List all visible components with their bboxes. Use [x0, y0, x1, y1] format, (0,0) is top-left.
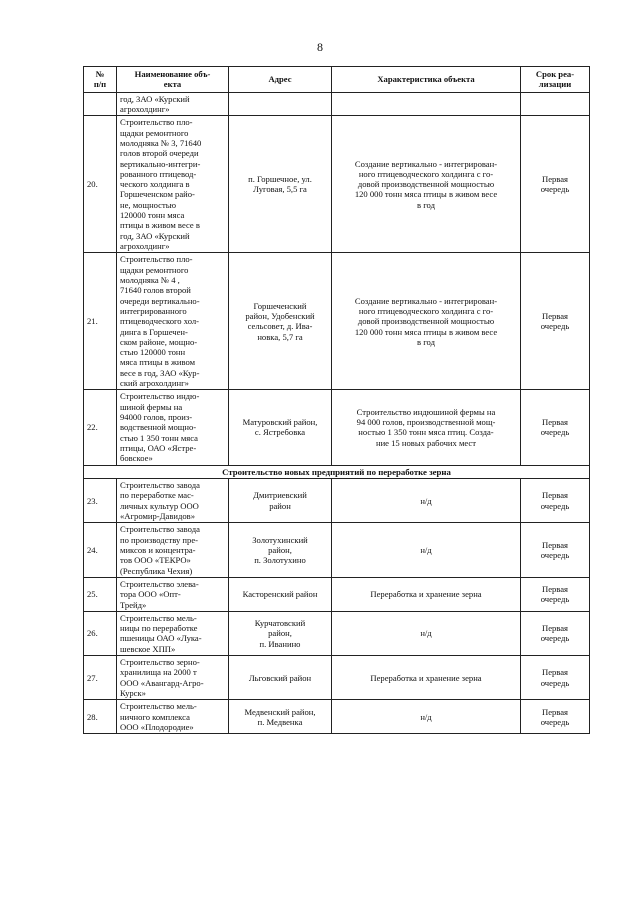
- text-line: Горшеченском райо-: [120, 189, 195, 200]
- text-line: 120000 тонн мяса: [120, 210, 185, 221]
- text-line: район,: [268, 544, 292, 555]
- text-line: очередь: [540, 677, 570, 688]
- text-line: н/д: [420, 628, 432, 639]
- cell-num: 26.: [84, 611, 117, 655]
- text-line: Курск»: [120, 688, 146, 699]
- text-line: ние 15 новых рабочих мест: [375, 437, 477, 448]
- text-line: очередь: [540, 500, 570, 511]
- text-line: Льговский район: [248, 672, 312, 683]
- text-line: Горшеченский: [253, 300, 307, 311]
- cell-num: 28.: [84, 700, 117, 734]
- cell-term: [521, 390, 590, 465]
- text-line: н/д: [420, 711, 432, 722]
- cell-characteristic: [332, 577, 521, 611]
- text-line: Строительство завода: [120, 524, 200, 535]
- cell-name: [117, 479, 229, 523]
- table-row: [84, 253, 590, 390]
- text-line: очередь: [540, 321, 570, 332]
- cell-num: 22.: [84, 390, 117, 465]
- cell-characteristic: [332, 611, 521, 655]
- section-header-body: [84, 465, 590, 479]
- text-line: район: [269, 500, 291, 511]
- cell-term: [521, 577, 590, 611]
- cell-address: [229, 116, 332, 253]
- cell-num: 27.: [84, 656, 117, 700]
- cell-characteristic: [332, 700, 521, 734]
- text-line: Строительство элева-: [120, 578, 199, 589]
- text-line: Строительство пло-: [120, 254, 193, 265]
- text-line: ного птицеводческого холдинга с го-: [358, 168, 494, 179]
- text-line: Трейд»: [120, 599, 147, 610]
- text-line: Строительство пло-: [120, 117, 193, 128]
- text-line: (Республика Чехия): [120, 565, 193, 576]
- text-line: ничного комплекса: [120, 711, 190, 722]
- cell-characteristic: [332, 253, 521, 390]
- text-line: 94000 голов, произ-: [120, 412, 193, 422]
- text-line: не, мощностью: [120, 199, 177, 210]
- text-line: Матуровский район,: [242, 417, 318, 428]
- table-row: [84, 656, 590, 700]
- text-line: н/д: [420, 544, 432, 555]
- text-line: ческого холдинга в: [120, 179, 190, 190]
- text-line: голов второй очереди: [120, 148, 199, 159]
- cell-name: [117, 92, 229, 116]
- text-line: 71640 голов второй: [120, 285, 191, 296]
- text-line: хранилища на 2000 т: [120, 667, 197, 678]
- text-line: птицы в живом весе в: [120, 220, 200, 231]
- text-line: новка, 5,7 га: [257, 331, 303, 342]
- text-line: район, Удобенский: [245, 311, 315, 322]
- text-line: агрохолдинг»: [120, 241, 170, 251]
- text-line: шиной фермы на: [120, 401, 183, 412]
- text-line: Курчатовский: [254, 618, 306, 629]
- table-row: [84, 116, 590, 253]
- header-address: Адрес: [229, 67, 332, 93]
- text-line: очередь: [540, 633, 570, 644]
- text-line: по переработке мас-: [120, 490, 194, 501]
- text-line: молодняка № 3, 71640: [120, 137, 202, 148]
- text-line: Первая: [541, 584, 569, 595]
- table-row: [84, 700, 590, 734]
- cell-address: [229, 611, 332, 655]
- cell-term: [521, 611, 590, 655]
- cell-num: 20.: [84, 116, 117, 253]
- cell-name: [117, 523, 229, 578]
- text-line: водственной мощно-: [120, 422, 197, 433]
- table-row: [84, 390, 590, 465]
- header-row: [84, 67, 590, 93]
- text-line: очередь: [540, 427, 570, 438]
- text-line: Медвенский район,: [244, 706, 316, 717]
- cell-address: [229, 390, 332, 465]
- text-line: очередь: [540, 716, 570, 727]
- text-line: 120 000 тонн мяса птицы в живом весе: [354, 189, 498, 200]
- text-line: Дмитриевский: [253, 490, 307, 501]
- text-line: миксов и концентра-: [120, 544, 196, 555]
- cell-address: [229, 656, 332, 700]
- cell-name: [117, 116, 229, 253]
- table-row: [84, 523, 590, 578]
- text-line: Первая: [541, 173, 569, 184]
- text-line: 120 000 тонн мяса птицы в живом весе: [354, 326, 498, 337]
- cell-term: [521, 523, 590, 578]
- cell-num: 21.: [84, 253, 117, 390]
- cell-name: [117, 253, 229, 390]
- text-line: Первая: [541, 667, 569, 678]
- text-line: Переработка и хранение зерна: [370, 672, 482, 683]
- text-line: очередь: [540, 550, 570, 561]
- cell-term: [521, 92, 590, 116]
- text-line: в год: [417, 199, 435, 210]
- continuation-row: [84, 92, 590, 116]
- text-line: вертикально-интегри-: [120, 158, 201, 169]
- text-line: ООО «Плодородие»: [120, 721, 194, 732]
- text-line: бовское»: [120, 453, 153, 464]
- text-line: стью 1 350 тонн мяса: [120, 432, 198, 443]
- cell-characteristic: [332, 523, 521, 578]
- text-line: очередь: [540, 184, 570, 195]
- cell-address: [229, 479, 332, 523]
- text-line: ницы по переработке: [120, 623, 198, 634]
- text-line: год, ЗАО «Курский: [120, 230, 190, 241]
- text-line: Строительство мель-: [120, 612, 197, 623]
- text-line: Создание вертикально - интегрирован-: [354, 295, 498, 306]
- text-line: Первая: [541, 311, 569, 322]
- header-characteristic: Характеристика объекта: [332, 67, 521, 93]
- text-line: в год: [417, 336, 435, 347]
- text-line: шевское ХПП»: [120, 643, 176, 654]
- cell-address: [229, 700, 332, 734]
- cell-characteristic: [332, 390, 521, 465]
- text-line: щадки ремонтного: [120, 264, 189, 275]
- text-line: мяса птицы в живом: [120, 357, 196, 368]
- text-line: Переработка и хранение зерна: [370, 589, 482, 600]
- text-line: птицеводческого хол-: [120, 316, 200, 327]
- text-line: агрохолдинг»: [120, 103, 170, 114]
- cell-name: [117, 611, 229, 655]
- text-line: ностью 1 350 тонн мяса птиц. Созда-: [358, 427, 494, 438]
- table-row: [84, 577, 590, 611]
- text-line: динга в Горшечен-: [120, 326, 188, 337]
- text-line: Строительство завода: [120, 480, 200, 491]
- cell-address: [229, 523, 332, 578]
- text-line: очередь: [540, 594, 570, 605]
- text-line: Строительство индюшиной фермы на: [356, 406, 496, 417]
- cell-num: 25.: [84, 577, 117, 611]
- text-line: Первая: [541, 623, 569, 634]
- text-line: п. Золотухино: [254, 555, 306, 566]
- text-line: ском районе, мощно-: [120, 336, 198, 347]
- cell-term: [521, 116, 590, 253]
- objects-table: [83, 66, 590, 734]
- text-line: интегрированного: [120, 305, 187, 316]
- text-line: п. Горшечное, ул.: [248, 173, 312, 184]
- table-row: [84, 479, 590, 523]
- text-line: рованного птицевод-: [120, 168, 197, 179]
- text-line: весе в год, ЗАО «Кур-: [120, 367, 200, 378]
- cell-term: [521, 700, 590, 734]
- text-line: Создание вертикально - интегрирован-: [354, 158, 498, 169]
- table-body-a: [84, 92, 590, 465]
- text-line: довой производственной мощностью: [357, 316, 495, 327]
- text-line: Первая: [541, 490, 569, 501]
- text-line: Касторенский район: [242, 589, 318, 600]
- text-line: п. Иванино: [259, 638, 301, 649]
- section-row: [84, 465, 590, 479]
- cell-num: [84, 92, 117, 116]
- cell-characteristic: [332, 92, 521, 116]
- text-line: Строительство мель-: [120, 701, 197, 712]
- text-line: н/д: [420, 495, 432, 506]
- text-line: очереди вертикально-: [120, 295, 200, 306]
- text-line: Луговая, 5,5 га: [253, 184, 307, 195]
- text-line: ного птицеводческого холдинга с го-: [358, 305, 494, 316]
- text-line: год, ЗАО «Курский: [120, 93, 190, 104]
- text-line: личных культур ООО: [120, 500, 199, 511]
- cell-characteristic: [332, 656, 521, 700]
- text-line: район,: [268, 628, 292, 639]
- text-line: Первая: [541, 706, 569, 717]
- text-line: ООО «Авангард-Агро-: [120, 677, 204, 688]
- section-title: Строительство новых предприятий по переработке зерна: [84, 465, 590, 479]
- cell-name: [117, 390, 229, 465]
- text-line: по производству пре-: [120, 534, 199, 545]
- text-line: тов ООО «ТЕКРО»: [120, 555, 191, 566]
- text-line: стью 120000 тонн: [120, 347, 186, 358]
- text-line: Золотухинский: [252, 534, 308, 545]
- cell-name: [117, 700, 229, 734]
- text-line: Строительство индю-: [120, 391, 200, 402]
- cell-term: [521, 253, 590, 390]
- cell-name: [117, 656, 229, 700]
- cell-name: [117, 577, 229, 611]
- cell-num: 23.: [84, 479, 117, 523]
- text-line: тора ООО «Опт-: [120, 589, 181, 600]
- text-line: пшеницы ОАО «Лука-: [120, 633, 202, 644]
- header-name: Наименование объ- екта: [117, 67, 229, 93]
- text-line: ский агрохолдинг»: [120, 378, 189, 389]
- text-line: с. Ястребовка: [254, 427, 306, 438]
- cell-characteristic: [332, 479, 521, 523]
- text-line: щадки ремонтного: [120, 127, 189, 138]
- header-num: № п/п: [84, 67, 117, 93]
- table-row: [84, 611, 590, 655]
- text-line: Первая: [541, 417, 569, 428]
- cell-address: [229, 253, 332, 390]
- page-number: 8: [317, 40, 323, 54]
- text-line: довой производственной мощностью: [357, 179, 495, 190]
- text-line: Строительство зерно-: [120, 657, 200, 668]
- cell-characteristic: [332, 116, 521, 253]
- text-line: сельсовет, д. Ива-: [247, 321, 313, 332]
- cell-term: [521, 479, 590, 523]
- cell-address: [229, 92, 332, 116]
- text-line: п. Медвенка: [257, 716, 303, 727]
- text-line: птицы, ОАО «Ястре-: [120, 442, 197, 453]
- text-line: 94 000 голов, производственной мощ-: [356, 417, 496, 428]
- cell-term: [521, 656, 590, 700]
- cell-address: [229, 577, 332, 611]
- text-line: молодняка № 4 ,: [120, 274, 180, 285]
- text-line: Первая: [541, 539, 569, 550]
- cell-num: 24.: [84, 523, 117, 578]
- header-term: Срок реа- лизации: [521, 67, 590, 93]
- text-line: «Агромир-Давидов»: [120, 511, 196, 522]
- table-body-b: [84, 479, 590, 734]
